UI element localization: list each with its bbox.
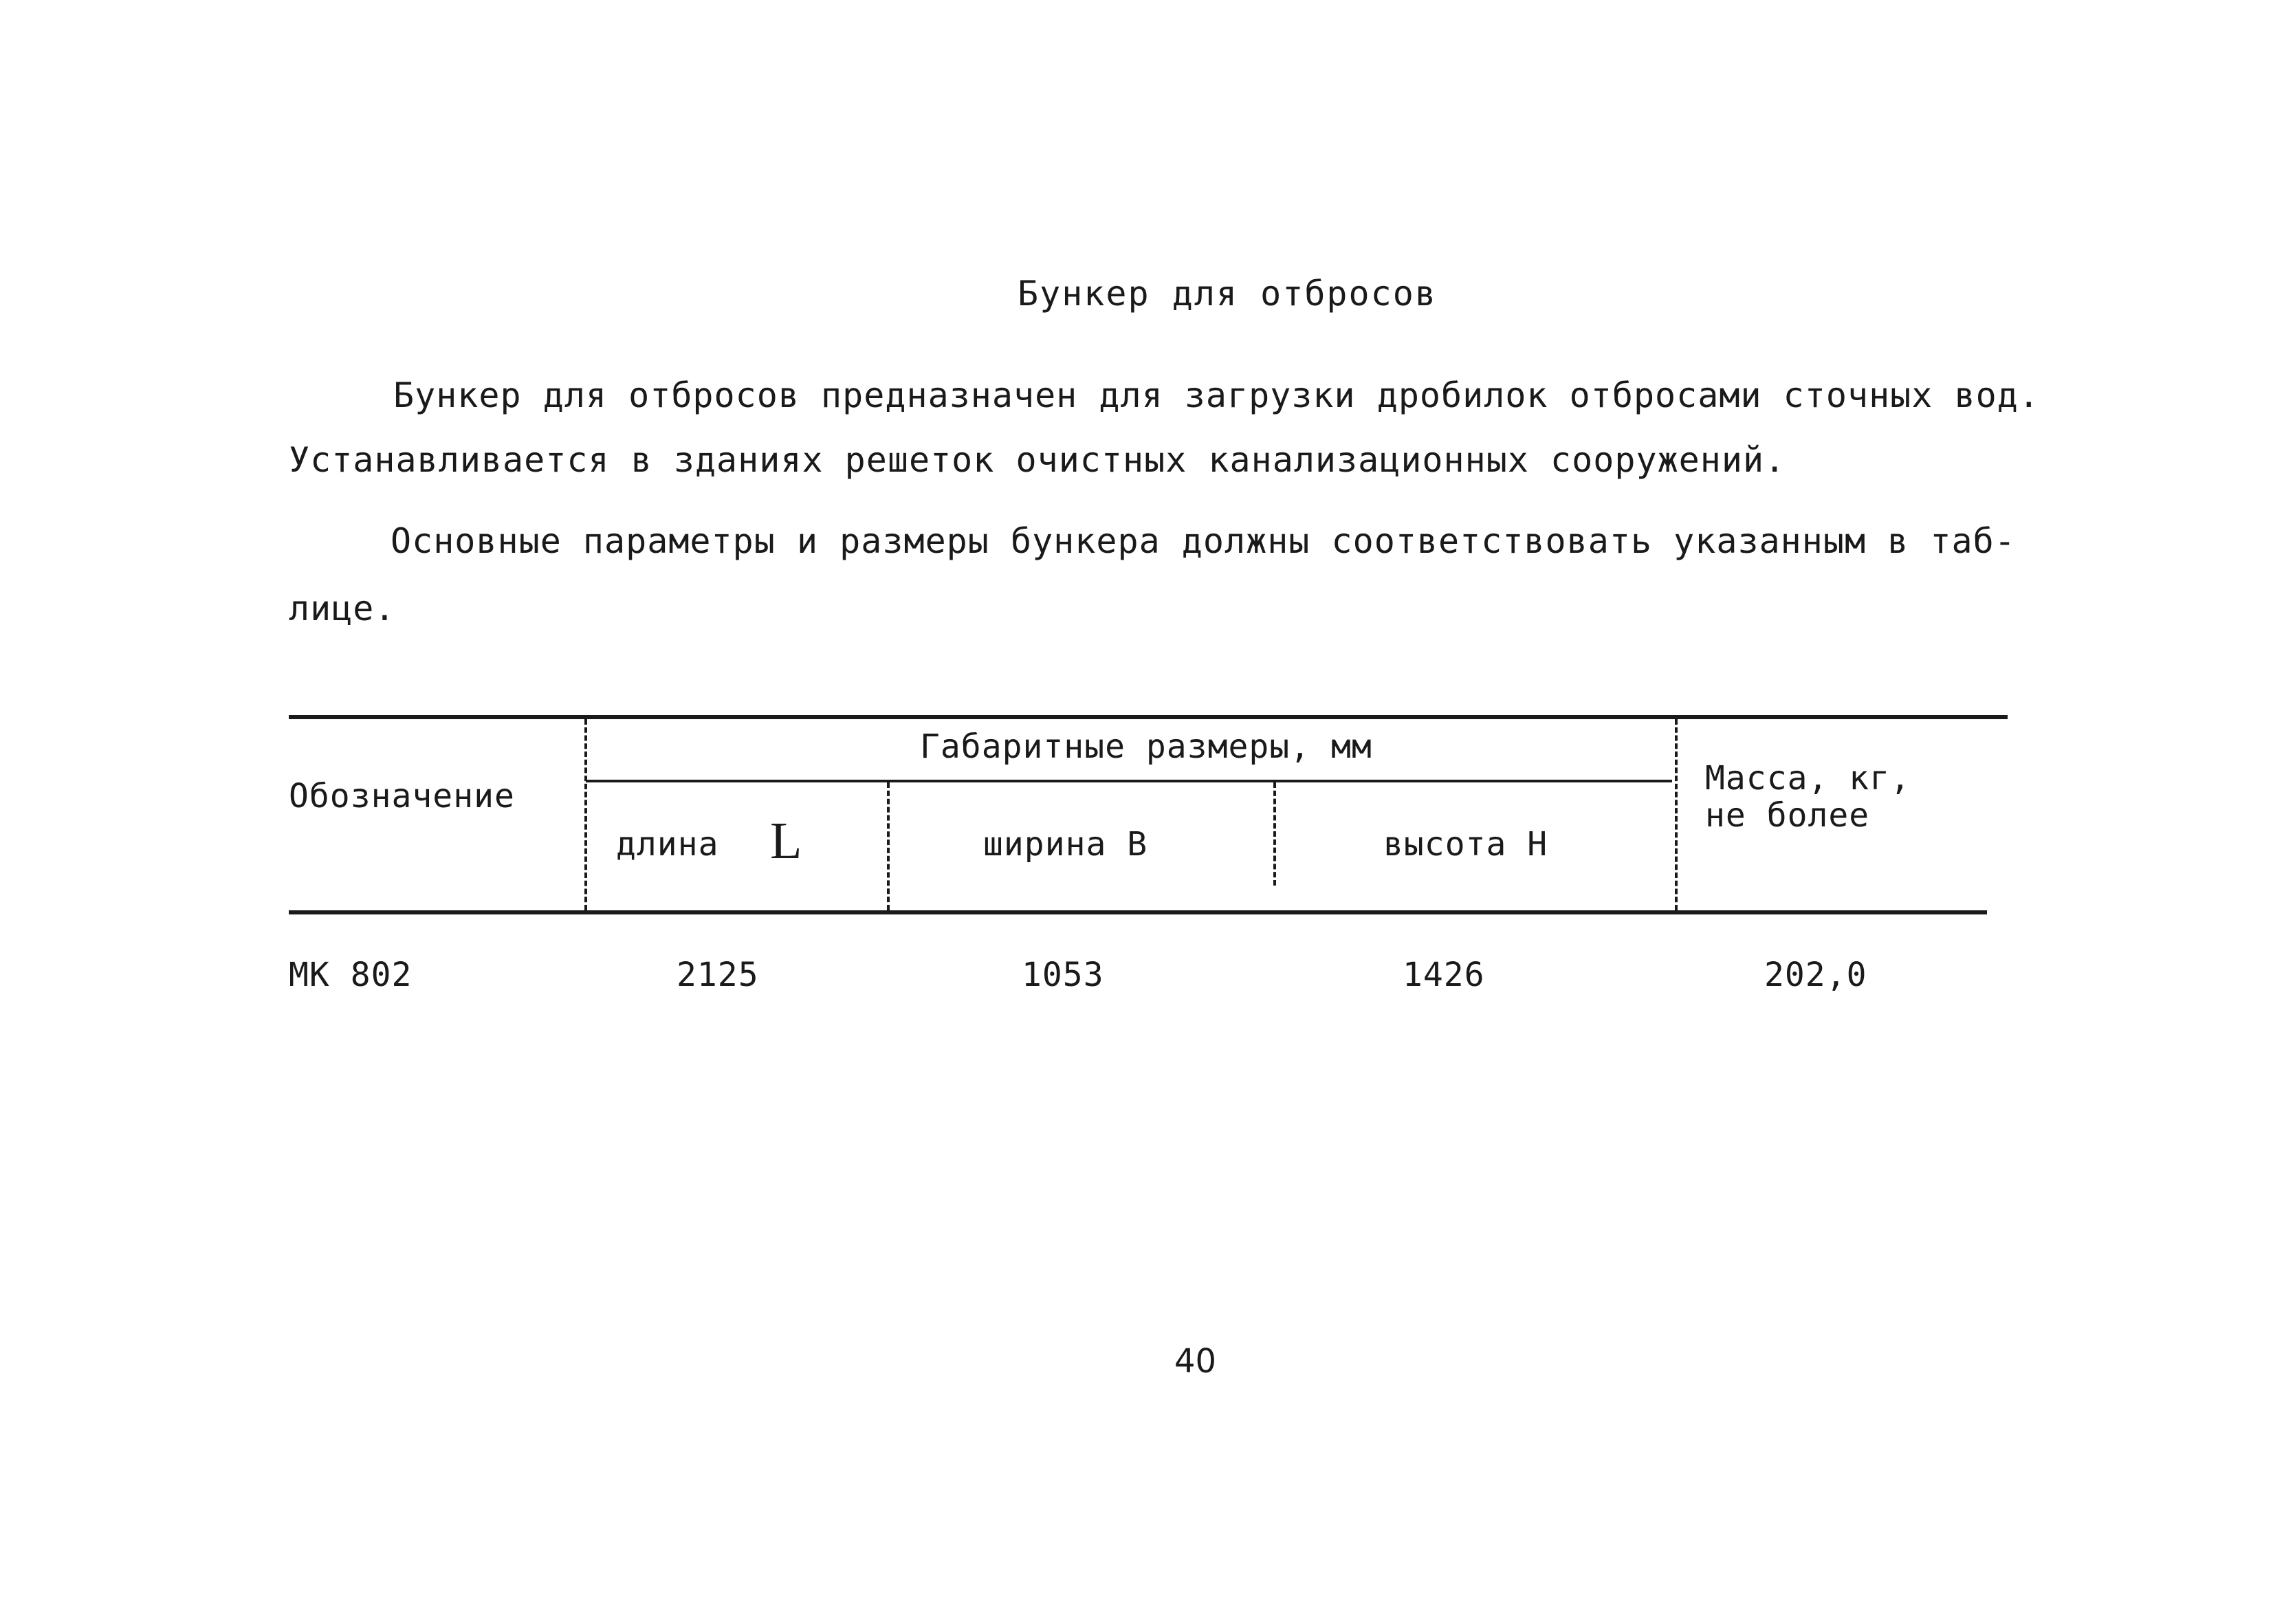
table-header-bottom-rule — [289, 910, 1987, 914]
table-dimensions-subheader-rule — [586, 780, 1672, 782]
paragraph-2-line-2: лице. — [289, 589, 396, 628]
header-width: ширина В — [983, 825, 1148, 864]
header-mass-line-2: не более — [1705, 796, 1870, 835]
header-designation: Обозначение — [289, 777, 515, 815]
paragraph-2-line-1: Основные параметры и размеры бункера должны соответствовать указанным в таб- — [391, 521, 2016, 561]
table-top-rule — [289, 715, 2008, 719]
row-length: 2125 — [677, 956, 759, 994]
paragraph-1-line-1: Бункер для отбросов предназначен для загрузки дробилок отбросами сточных вод. — [393, 375, 2040, 415]
row-mass: 202,0 — [1764, 956, 1867, 994]
header-overall-dimensions: Габаритные размеры, мм — [920, 727, 1372, 766]
row-designation: МК 802 — [289, 956, 413, 994]
table-column-divider-1 — [584, 719, 587, 910]
paragraph-1-line-2: Устанавливается в зданиях решеток очистных канализационных сооружений. — [289, 440, 1786, 480]
header-mass-line-1: Масса, кг, — [1705, 759, 1911, 798]
table-column-divider-3 — [1273, 782, 1276, 886]
row-width: 1053 — [1022, 956, 1104, 994]
header-length: длина — [616, 825, 719, 864]
document-title: Бункер для отбросов — [1018, 274, 1437, 314]
page-number: 40 — [1174, 1342, 1217, 1381]
header-length-symbol: L — [770, 812, 802, 870]
table-column-divider-4 — [1675, 719, 1678, 910]
row-height: 1426 — [1403, 956, 1485, 994]
header-height: высота Н — [1383, 825, 1548, 864]
table-column-divider-2 — [887, 782, 890, 910]
